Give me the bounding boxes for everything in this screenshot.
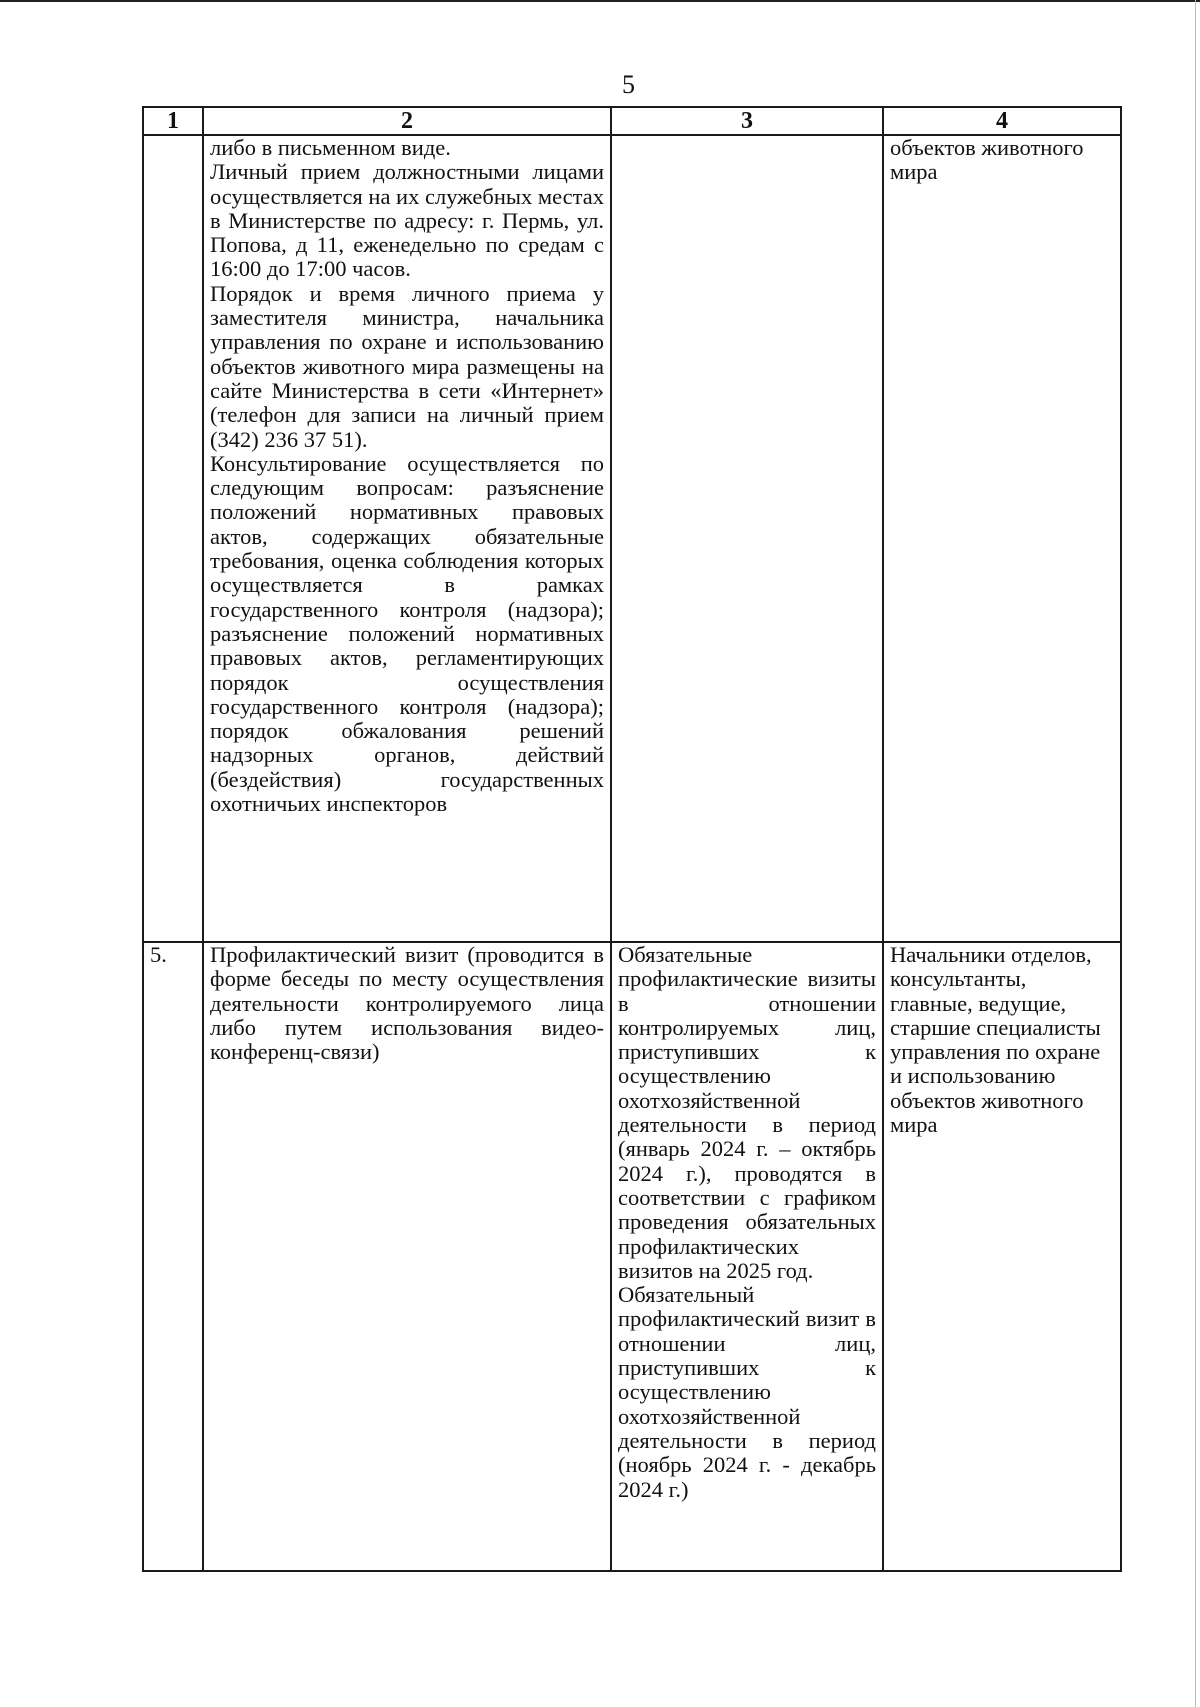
table-header-row — [143, 107, 1121, 135]
row-number-cell — [143, 135, 203, 942]
paragraph: Обязательный профилактический визит в отношении лиц, приступивших к осуществлению охотхозяйственной деятельности в период (ноябрь 2024 г. - декабрь 2024 г.) — [618, 1282, 876, 1502]
table-row — [143, 942, 1121, 1571]
table-row — [143, 135, 1121, 942]
header-col-4: 4 — [883, 107, 1121, 135]
paragraph: Консультирование осуществляется по следующим вопросам: разъяснение положений нормативных правовых актов, содержащих обязательные требования, оценка соблюдения которых осуществляется в рамках государственного контроля (надзора); разъяснение положений нормативных правовых актов, регламентирующих порядок осуществления государственного контроля (надзора); порядок обжалования решений надзорных органов, действий (бездействия) государственных охотничьих инспекторов — [210, 450, 604, 817]
responsible-cell: Начальники отделов, консультанты, главные, ведущие, старшие специалисты управления по охране и использованию объектов животного мира — [883, 942, 1121, 1571]
header-col-1: 1 — [143, 107, 203, 135]
paragraph: Личный прием должностными лицами осуществляется на их служебных местах в Министерстве по адресу: г. Пермь, ул. Попова, д 11, еженедельно по средам с 16:00 до 17:00 часов. — [210, 159, 604, 282]
activity-description-cell — [203, 135, 611, 942]
paragraph: Обязательные профилактические визиты в отношении контролируемых лиц, приступивших к осуществлению охотхозяйственной деятельности в период (январь 2024 г. – октябрь 2024 г.), проводятся в соответствии с графиком проведения обязательных профилактических визитов на 2025 год. — [618, 942, 876, 1283]
page-number: 5 — [622, 70, 635, 99]
paragraph: Порядок и время личного приема у заместителя министра, начальника управления по охране и использованию объектов животного мира размещены на сайте Министерства в сети «Интернет» (телефон для записи на личный прием (342) 236 37 51). — [210, 280, 604, 452]
header-col-3: 3 — [611, 107, 883, 135]
page-top-edge — [0, 0, 1200, 2]
schedule-cell — [611, 135, 883, 942]
header-col-2: 2 — [203, 107, 611, 135]
schedule-cell — [611, 942, 883, 1571]
activity-description-cell: Профилактический визит (проводится в форме беседы по месту осуществления деятельности контролируемого лица либо путем использования видео-конференц-связи) — [203, 942, 611, 1571]
row-number-cell: 5. — [143, 942, 203, 1571]
responsible-cell: объектов животного мира — [883, 135, 1121, 942]
page-right-edge — [1195, 0, 1196, 1707]
document-table — [142, 106, 1122, 1572]
paragraph: либо в письменном виде. — [210, 135, 451, 160]
